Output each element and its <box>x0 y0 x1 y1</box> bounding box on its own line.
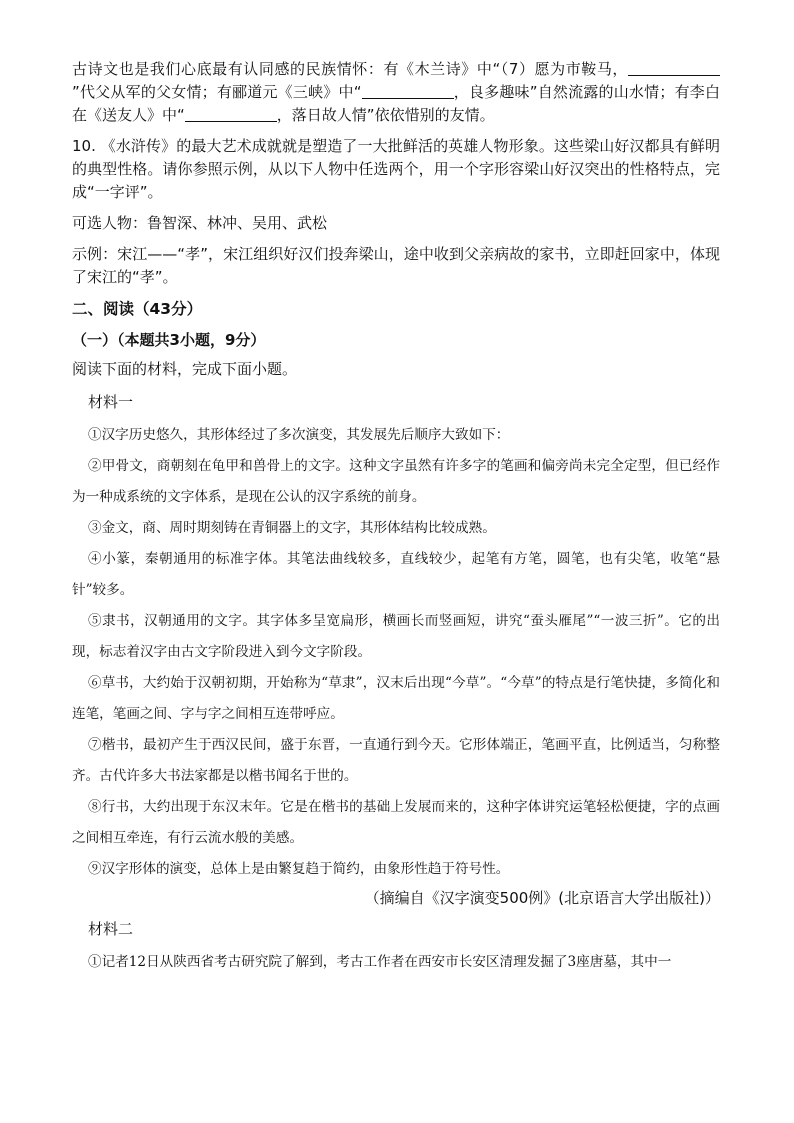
q10-candidates: 可选人物：鲁智深、林冲、吴用、武松 <box>72 214 328 232</box>
material1-para: ⑨汉字形体的演变，总体上是由繁复趋于简约，由象形性趋于符号性。 <box>88 861 510 877</box>
answer-blank-2[interactable] <box>362 84 454 99</box>
material1-para: ⑧行书，大约出现于东汉末年。它是在楷书的基础上发展而来的，这种字体讲究运笔轻松便捷，字的点画之间相互牵连，有行云流水般的美感。 <box>72 799 720 846</box>
material1-para: ②甲骨文，商朝刻在龟甲和兽骨上的文字。这种文字虽然有许多字的笔画和偏旁尚未完全定型，但已经作为一种成系统的文字体系，是现在公认的汉字系统的前身。 <box>72 458 720 505</box>
q9-line3-text: 人》中“ <box>132 106 185 124</box>
material2-para: ①记者12日从陕西省考古研究院了解到，考古工作者在西安市长安区清理发掘了3座唐墓，其中一 <box>88 954 672 970</box>
q9-paragraph <box>72 58 720 127</box>
section-heading: 二、阅读（43分） <box>72 300 203 318</box>
material1-para: ④小篆，秦朝通用的标准字体。其笔法曲线较多，直线较少，起笔有方笔，圆笔，也有尖笔，收笔“悬针”较多。 <box>72 551 720 598</box>
material1-para: ⑦楷书，最初产生于西汉民间，盛于东晋，一直通行到今天。它形体端正，笔画平直，比例适当，匀称整齐。古代许多大书法家都是以楷书闻名于世的。 <box>72 737 720 784</box>
q9-line2-text: 从军的父女情；有郦道元《三峡》中“ <box>110 83 362 101</box>
material1-para: ⑥草书，大约始于汉朝初期，开始称为“草隶”，汉末后出现“今草”。“今草”的特点是行笔快捷，多简化和连笔，笔画之间、字与字之间相互连带呼应。 <box>72 675 720 722</box>
q10-example: 示例：宋江——“孝”，宋江组织好汉们投奔梁山，途中收到父亲病故的家书，立即赶回家中，体现了宋江的“孝”。 <box>72 245 720 286</box>
q9-line3-tail: ，落日故人情”依依惜别的友情。 <box>276 106 495 124</box>
material1-title: 材料一 <box>88 393 134 411</box>
q10-question: 10. 《水浒传》的最大艺术成就就是塑造了一大批鲜活的英雄人物形象。这些梁山好汉都具有鲜明的典型性格。请你参照示例，从以下人物中任选两个，用一个字形容梁山好汉突出的性格特点，完成“一字评”。 <box>72 137 720 201</box>
material1-para: ①汉字历史悠久，其形体经过了多次演变，其发展先后顺序大致如下： <box>88 427 510 443</box>
q9-line1-text: 古诗文也是我们心底最有认同感的民族情怀：有《木兰诗》中“（7）愿为市鞍马， <box>72 60 628 78</box>
material1-para: ⑤隶书，汉朝通用的文字。其字体多呈宽扁形，横画长而竖画短，讲究“蚕头雁尾”“一波三折”。它的出现，标志着汉字由古文字阶段进入到今文字阶段。 <box>72 613 720 660</box>
reading-instruction: 阅读下面的材料，完成下面小题。 <box>72 360 298 378</box>
q9-line1-tail: ”代父 <box>72 83 111 101</box>
material1-body <box>72 420 720 885</box>
q9-line2-tail: ，良多趣味”自然流露的山水情；有李白在《送友 <box>72 83 720 124</box>
answer-blank-1[interactable] <box>628 61 720 76</box>
subsection-heading: （一）（本题共3小题，9分） <box>72 331 266 349</box>
exam-page <box>72 58 720 978</box>
material2-body <box>72 947 720 978</box>
answer-blank-3[interactable] <box>185 107 277 122</box>
material1-source: （摘编自《汉字演变500例》(北京语言大学出版社)） <box>364 889 720 907</box>
material2-title: 材料二 <box>88 920 134 938</box>
material1-para: ③金文，商、周时期刻铸在青铜器上的文字，其形体结构比较成熟。 <box>88 520 496 536</box>
